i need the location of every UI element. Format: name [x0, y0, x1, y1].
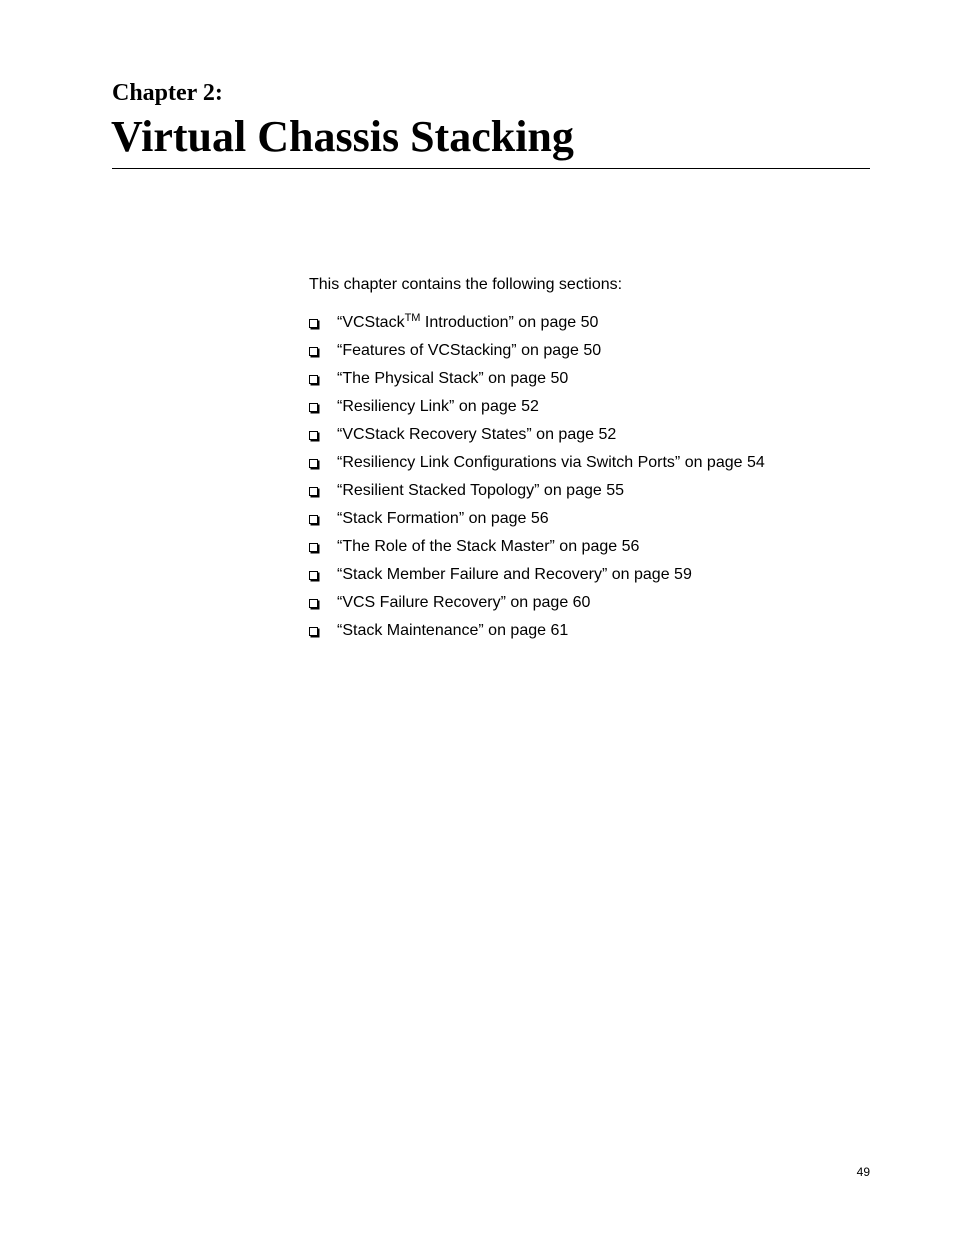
section-link-text: “Stack Maintenance” on page 61: [337, 622, 569, 639]
checkbox-icon: [309, 431, 318, 440]
section-item-features-of-vcstacking[interactable]: [309, 340, 765, 368]
section-item-stack-member-failure[interactable]: [309, 564, 765, 592]
checkbox-icon: [309, 403, 318, 412]
section-item-stack-maintenance[interactable]: [309, 620, 765, 648]
section-link-text: “Stack Formation” on page 56: [337, 510, 549, 527]
intro-text: This chapter contains the following sections:: [309, 276, 623, 293]
checkbox-icon: [309, 487, 318, 496]
section-link-text: “Features of VCStacking” on page 50: [337, 342, 602, 359]
checkbox-icon: [309, 515, 318, 524]
section-link-text: “VCS Failure Recovery” on page 60: [337, 594, 591, 611]
section-link-text: “Stack Member Failure and Recovery” on page 59: [337, 566, 692, 583]
checkbox-icon: [309, 543, 318, 552]
chapter-label: Chapter 2:: [112, 80, 223, 106]
section-item-resiliency-link-configurations[interactable]: [309, 452, 765, 480]
checkbox-icon: [309, 375, 318, 384]
checkbox-icon: [309, 459, 318, 468]
section-link-text: “Resiliency Link Configurations via Switch Ports” on page 54: [337, 454, 765, 471]
page-number: 49: [856, 1165, 870, 1179]
title-rule: [112, 168, 870, 169]
section-item-resilient-stacked-topology[interactable]: [309, 480, 765, 508]
section-item-vcstack-recovery-states[interactable]: [309, 424, 765, 452]
section-item-vcstack-introduction[interactable]: [309, 312, 765, 340]
chapter-title: Virtual Chassis Stacking: [111, 112, 574, 161]
checkbox-icon: [309, 627, 318, 636]
section-link-text: “VCStack™ Introduction” on page 50: [337, 312, 599, 331]
section-item-vcs-failure-recovery[interactable]: [309, 592, 765, 620]
section-link-text: “Resiliency Link” on page 52: [337, 398, 539, 415]
section-link-text: “The Physical Stack” on page 50: [337, 370, 569, 387]
section-item-stack-formation[interactable]: [309, 508, 765, 536]
checkbox-icon: [309, 599, 318, 608]
section-item-physical-stack[interactable]: [309, 368, 765, 396]
section-link-text: “Resilient Stacked Topology” on page 55: [337, 482, 624, 499]
section-link-text: “The Role of the Stack Master” on page 56: [337, 538, 640, 555]
checkbox-icon: [309, 571, 318, 580]
trademark-superscript: TM: [404, 312, 421, 324]
checkbox-icon: [309, 347, 318, 356]
section-list: [309, 312, 765, 648]
checkbox-icon: [309, 319, 318, 328]
section-link-text: “VCStack Recovery States” on page 52: [337, 426, 617, 443]
section-item-resiliency-link[interactable]: [309, 396, 765, 424]
section-item-role-of-stack-master[interactable]: [309, 536, 765, 564]
